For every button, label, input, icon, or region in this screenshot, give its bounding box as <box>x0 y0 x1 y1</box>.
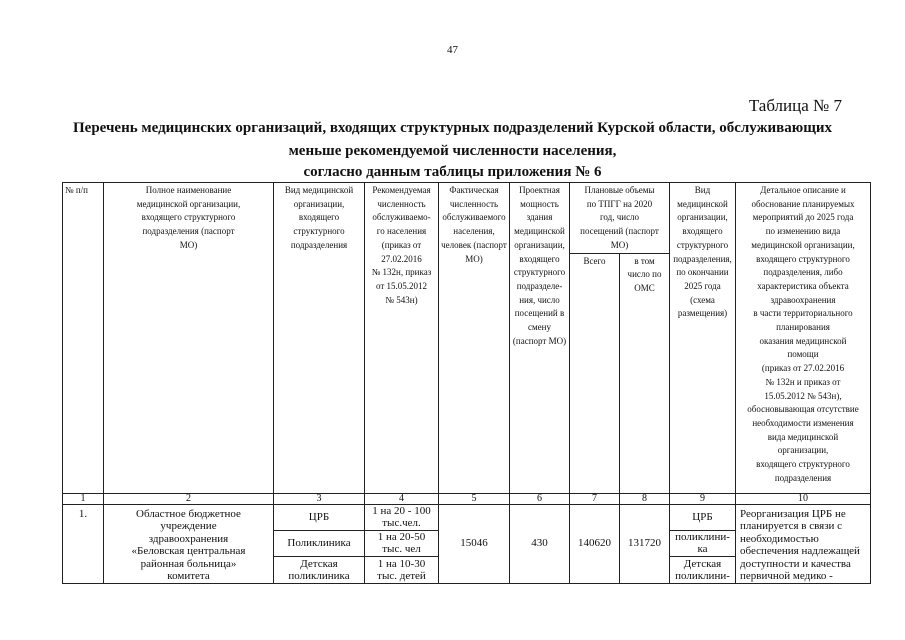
plan-total: 140620 <box>570 504 620 583</box>
cell-line: тыс.чел. <box>382 517 421 530</box>
cell-line: подразделения <box>774 472 832 483</box>
cell-line: год, число <box>599 212 640 223</box>
cell-line: входящего структурного <box>141 212 236 223</box>
cell-line: Вид <box>694 185 711 195</box>
header-col-plan-oms <box>620 253 670 493</box>
cell-line: Поликлиника <box>287 536 351 549</box>
table-title-line-3: согласно данным таблицы приложения № 6 <box>303 164 602 180</box>
cell-line: подразделения <box>290 239 348 250</box>
cell-line: организации, <box>677 212 728 223</box>
cell-line: входящего <box>519 253 560 264</box>
organizations-table <box>62 182 871 584</box>
cell-line: посещений (паспорт <box>580 226 659 237</box>
actual-population: 15046 <box>439 504 510 583</box>
cell-line: Полное наименование <box>145 185 232 195</box>
cell-line: обосновывающая отсутствие <box>747 404 859 415</box>
cell-line: Детская <box>300 557 338 570</box>
cell-line: необходимости изменения <box>752 417 854 428</box>
cell-line: Проектная <box>519 185 560 195</box>
cell-line: первичной медико - <box>740 570 833 583</box>
cell-line: вида медицинской <box>767 431 839 442</box>
cell-line: МО) <box>179 239 198 250</box>
header-col-recommended <box>365 183 439 494</box>
table-label: Таблица № 7 <box>748 96 842 115</box>
table-title-line-1: Перечень медицинских организаций, входящих структурных подразделений Курской области, обслуживающих <box>73 120 832 136</box>
cell-line: (приказ от <box>381 239 422 250</box>
cell-line: медицинской организации, <box>751 239 855 250</box>
col-number-3: 3 <box>274 493 365 504</box>
col-number-7: 7 <box>570 493 620 504</box>
header-col-description <box>736 183 871 494</box>
cell-line: Всего <box>583 255 606 266</box>
cell-line: по окончании <box>676 267 729 278</box>
cell-line: мероприятий до 2025 года <box>752 212 854 223</box>
cell-line: от 15.05.2012 <box>375 280 428 291</box>
cell-line: по ТПГГ на 2020 <box>586 198 653 209</box>
cell-line: медицинской организации, <box>136 198 241 209</box>
cell-line: ния, число <box>519 294 560 305</box>
cell-line: поликлини- <box>675 570 730 583</box>
cell-line: входящего <box>682 226 723 237</box>
cell-line: № 132н, приказ <box>371 267 432 278</box>
cell-line: необходимостью <box>740 532 819 545</box>
cell-line: входящего <box>298 212 340 223</box>
cell-line: ка <box>697 543 708 556</box>
cell-line: посещений в <box>514 308 565 319</box>
cell-line: характеристика объекта <box>757 280 849 291</box>
header-col-capacity <box>510 183 570 494</box>
cell-line: 1 на 20 - 100 <box>372 504 431 517</box>
cell-line: здания <box>526 212 553 223</box>
cell-line: ЦРБ <box>692 510 713 523</box>
cell-line: человек (паспорт <box>441 239 507 250</box>
header-col-plan <box>570 183 670 254</box>
description <box>736 504 871 583</box>
col-number-8: 8 <box>620 493 670 504</box>
cell-line: го населения <box>376 226 427 237</box>
cell-line: Реорганизация ЦРБ не <box>740 507 846 520</box>
cell-line: организации, <box>293 198 345 209</box>
recommended-crb <box>365 504 439 530</box>
plan-oms: 131720 <box>620 504 670 583</box>
cell-line: подразделения, <box>673 253 732 264</box>
cell-line: структурного <box>293 226 345 237</box>
cell-line: Детская <box>683 557 722 570</box>
cell-line: (схема <box>690 294 715 305</box>
col-number-2: 2 <box>104 493 274 504</box>
cell-line: 27.02.2016 <box>381 253 422 264</box>
cell-line: численность <box>377 198 426 209</box>
col-number-9: 9 <box>670 493 736 504</box>
kind-2025-polyclinic <box>670 530 736 556</box>
cell-line: № 132н и приказ от <box>765 376 841 387</box>
cell-line: организации, <box>514 239 565 250</box>
cell-line: Областное бюджетное <box>136 507 241 520</box>
header-col-name <box>104 183 274 494</box>
col-number-1: 1 <box>63 493 104 504</box>
cell-line: здравоохранения <box>148 532 229 545</box>
col-number-5: 5 <box>439 493 510 504</box>
cell-line: структурного <box>513 267 566 278</box>
cell-line: Вид медицинской <box>284 185 354 195</box>
cell-line: число по <box>627 269 662 280</box>
cell-line: смену <box>527 322 551 333</box>
cell-line: оказания медицинской <box>759 335 847 346</box>
cell-line: учреждение <box>160 520 217 533</box>
recommended-polyclinic <box>365 530 439 556</box>
col-number-6: 6 <box>510 493 570 504</box>
cell-line: районная больница» <box>140 557 237 570</box>
header-col-plan-total <box>570 253 620 493</box>
kind-polyclinic <box>274 530 365 556</box>
cell-line: подразделения (паспорт <box>142 226 235 237</box>
cell-line: Плановые объемы <box>584 185 655 195</box>
cell-line: обслуживаемого <box>442 212 506 223</box>
page-number: 47 <box>447 44 458 56</box>
cell-line: МО) <box>465 253 483 264</box>
cell-line: входящего структурного <box>756 253 850 264</box>
cell-line: мощность <box>520 198 559 209</box>
cell-line: поликлини- <box>675 530 730 543</box>
cell-line: Рекомендуемая <box>372 185 431 195</box>
header-col-actual <box>439 183 510 494</box>
cell-line: численность <box>449 198 499 209</box>
header-col-kind <box>274 183 365 494</box>
cell-line: тыс. детей <box>377 570 426 583</box>
kind-crb <box>274 504 365 530</box>
kind-2025-crb <box>670 504 736 530</box>
kind-2025-children-polyclinic <box>670 556 736 583</box>
cell-line: Детальное описание и <box>760 185 846 195</box>
cell-line: планируется в связи с <box>740 520 843 533</box>
cell-line: планирования <box>776 322 830 333</box>
header-col-number <box>63 183 104 494</box>
cell-line: входящего структурного <box>756 459 850 470</box>
cell-line: ОМС <box>634 282 655 293</box>
cell-line: обеспечения надлежащей <box>740 545 860 558</box>
cell-line: 1 на 10-30 <box>377 557 426 570</box>
cell-line: 15.05.2012 № 543н), <box>764 390 842 401</box>
cell-line: помощи <box>787 349 819 360</box>
cell-line: 1 на 20-50 <box>377 530 426 543</box>
recommended-children-polyclinic <box>365 556 439 583</box>
cell-line: организации, <box>777 445 829 456</box>
col-number-4: 4 <box>365 493 439 504</box>
cell-line: размещения) <box>677 308 728 319</box>
organization-name <box>104 504 274 583</box>
cell-line: в том <box>634 255 655 266</box>
cell-line: тыс. чел <box>382 543 421 556</box>
row-number: 1. <box>63 504 104 583</box>
cell-line: ЦРБ <box>308 510 330 523</box>
cell-line: обслуживаемо- <box>372 212 431 223</box>
cell-line: «Беловская центральная <box>131 545 246 558</box>
cell-line: (паспорт МО) <box>512 335 567 346</box>
table-title-line-2: меньше рекомендуемой численности населения, <box>288 143 617 159</box>
cell-line: комитета <box>167 570 210 583</box>
cell-line: подразделения, либо <box>763 267 843 278</box>
cell-line: населения, <box>453 226 495 237</box>
cell-line: № 543н) <box>385 294 418 305</box>
cell-line: 2025 года <box>684 280 721 291</box>
capacity: 430 <box>510 504 570 583</box>
cell-line: МО) <box>610 239 629 250</box>
cell-line: Фактическая <box>449 185 499 195</box>
kind-children-polyclinic <box>274 556 365 583</box>
cell-line: (приказ от 27.02.2016 <box>761 363 845 374</box>
cell-line: по изменению вида <box>765 226 841 237</box>
cell-line: подразделе- <box>516 280 563 291</box>
cell-line: медицинской <box>677 198 728 209</box>
cell-line: обоснование планируемых <box>751 198 855 209</box>
cell-line: в части территориального <box>753 308 853 319</box>
cell-line: доступности и качества <box>740 557 851 570</box>
cell-line: структурного <box>676 239 729 250</box>
cell-line: медицинской <box>514 226 565 237</box>
cell-line: здравоохранения <box>770 294 836 305</box>
cell-line: № п/п <box>65 185 88 195</box>
col-number-10: 10 <box>736 493 871 504</box>
cell-line: поликлиника <box>288 570 350 583</box>
header-col-kind-2025 <box>670 183 736 494</box>
